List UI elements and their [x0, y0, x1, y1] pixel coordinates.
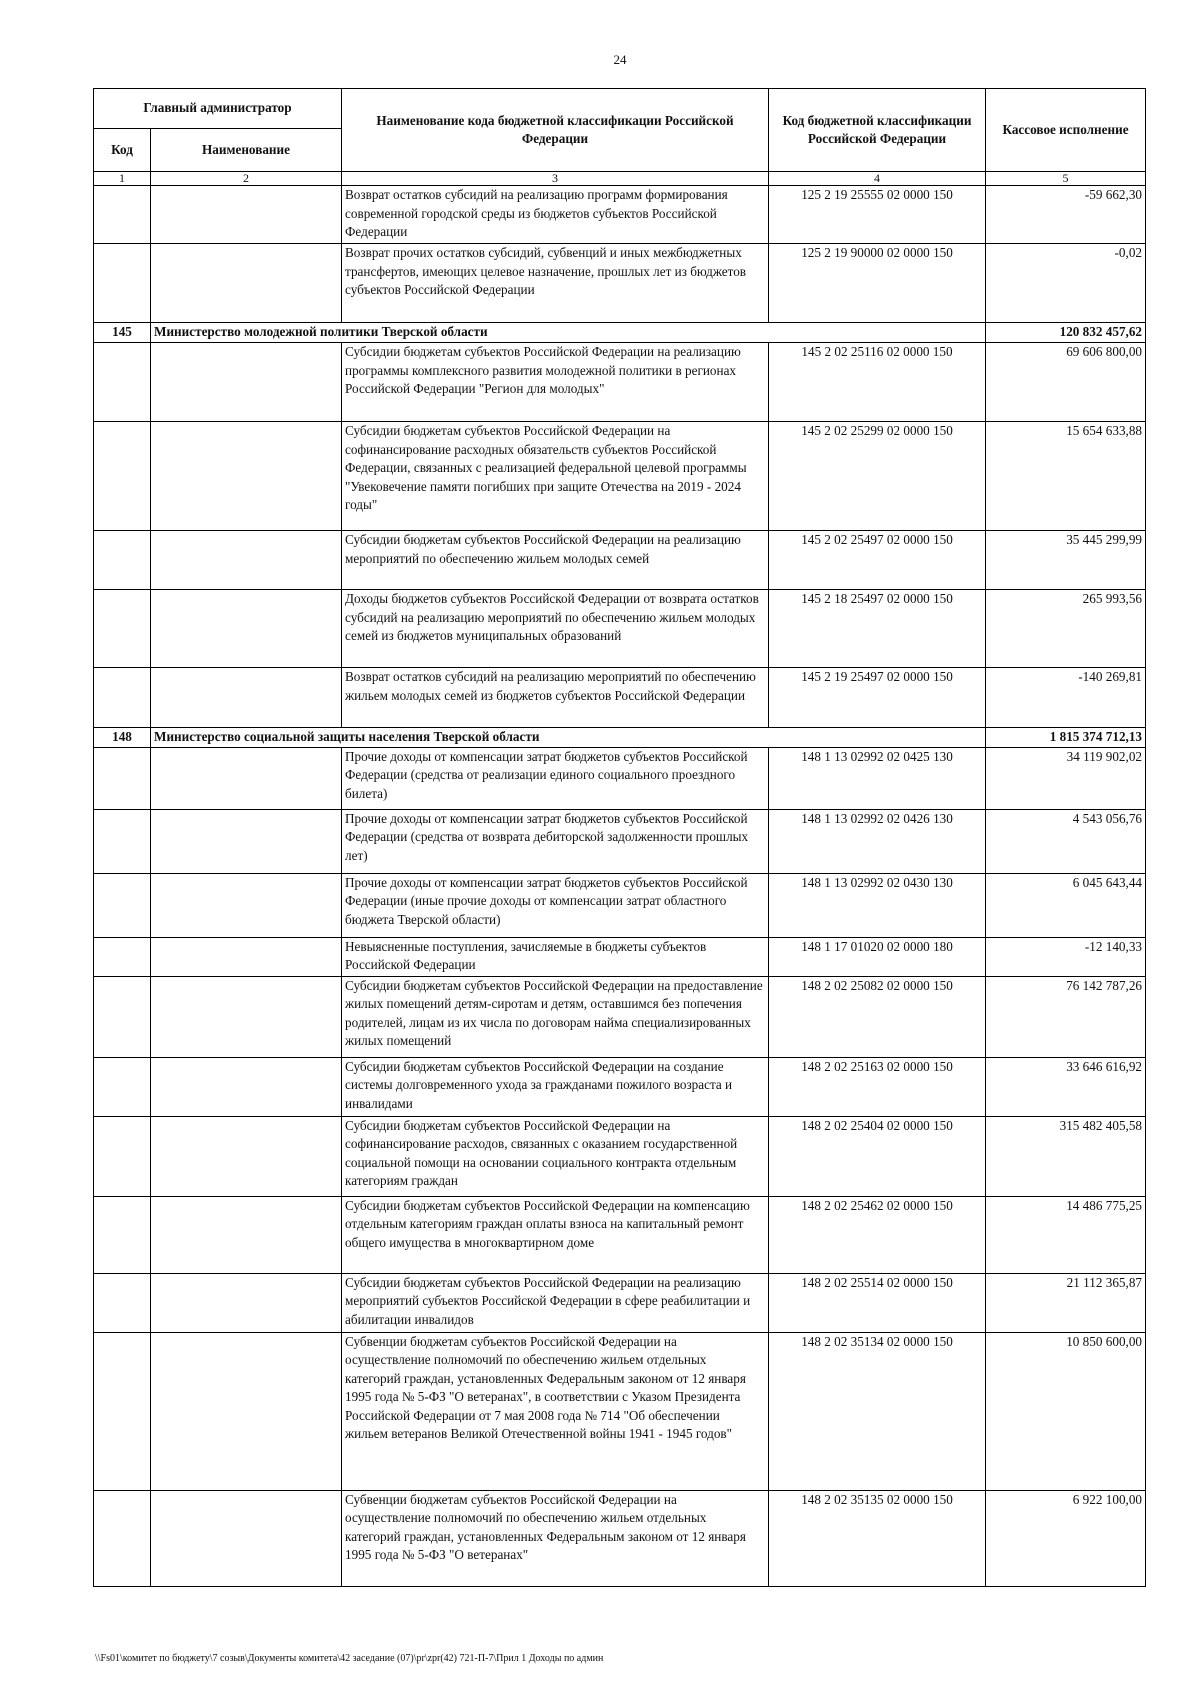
kbk-code-cell: 145 2 02 25299 02 0000 150 [769, 422, 986, 531]
table-row [94, 1196, 1146, 1273]
kbk-code-cell: 148 2 02 25462 02 0000 150 [769, 1196, 986, 1273]
amount-cell: 34 119 902,02 [986, 747, 1146, 809]
kbk-code-cell: 148 2 02 25514 02 0000 150 [769, 1273, 986, 1332]
table-row [94, 668, 1146, 728]
table-row [94, 590, 1146, 668]
amount-cell: -12 140,33 [986, 937, 1146, 976]
kbk-name-cell: Субсидии бюджетам субъектов Российской Федерации на предоставление жилых помещений детям-сиротам и детям, оставшимся без попечения родителей, лицам из их числа по договорам найма специализированных жилых помещений [342, 976, 769, 1057]
kbk-code-cell: 148 2 02 35134 02 0000 150 [769, 1332, 986, 1490]
amount-cell: 69 606 800,00 [986, 343, 1146, 422]
kbk-code-cell: 148 2 02 25404 02 0000 150 [769, 1116, 986, 1196]
revenue-table [93, 88, 1146, 1587]
kbk-name-cell: Субсидии бюджетам субъектов Российской Федерации на софинансирование расходов, связанных с оказанием государственной социальной помощи на основании социального контракта отдельным категориям граждан [342, 1116, 769, 1196]
column-number: 1 [94, 172, 151, 186]
amount-cell: 76 142 787,26 [986, 976, 1146, 1057]
admin-row [94, 323, 1146, 343]
amount-cell: 35 445 299,99 [986, 531, 1146, 590]
table-row [94, 1057, 1146, 1116]
column-number: 2 [151, 172, 342, 186]
admin-code-cell: 148 [94, 728, 151, 748]
kbk-code-cell: 148 1 13 02992 02 0425 130 [769, 747, 986, 809]
kbk-code-cell: 148 1 13 02992 02 0426 130 [769, 809, 986, 873]
header-chief-admin: Главный администратор [94, 89, 342, 129]
table-row [94, 1332, 1146, 1490]
amount-cell: 10 850 600,00 [986, 1332, 1146, 1490]
table-row [94, 1116, 1146, 1196]
amount-cell: 33 646 616,92 [986, 1057, 1146, 1116]
kbk-code-cell: 148 1 17 01020 02 0000 180 [769, 937, 986, 976]
kbk-name-cell: Субсидии бюджетам субъектов Российской Федерации на реализацию мероприятий по обеспечению жильем молодых семей [342, 531, 769, 590]
amount-cell: 15 654 633,88 [986, 422, 1146, 531]
table-row [94, 1490, 1146, 1586]
amount-cell: 6 045 643,44 [986, 873, 1146, 937]
amount-cell: 14 486 775,25 [986, 1196, 1146, 1273]
kbk-name-cell: Субсидии бюджетам субъектов Российской Федерации на реализацию программы комплексного развития молодежной политики в регионах Российской Федерации "Регион для молодых" [342, 343, 769, 422]
admin-name-cell: Министерство социальной защиты населения Тверской области [151, 728, 986, 748]
amount-cell: -0,02 [986, 244, 1146, 323]
amount-cell: 4 543 056,76 [986, 809, 1146, 873]
amount-cell: 21 112 365,87 [986, 1273, 1146, 1332]
column-number: 4 [769, 172, 986, 186]
table-row [94, 343, 1146, 422]
kbk-code-cell: 148 2 02 35135 02 0000 150 [769, 1490, 986, 1586]
header-kbk-name: Наименование кода бюджетной классификации Российской Федерации [342, 89, 769, 172]
admin-amount-cell: 1 815 374 712,13 [986, 728, 1146, 748]
kbk-name-cell: Субсидии бюджетам субъектов Российской Федерации на реализацию мероприятий субъектов Российской Федерации в сфере реабилитации и абилитации инвалидов [342, 1273, 769, 1332]
table-row [94, 422, 1146, 531]
admin-code-cell: 145 [94, 323, 151, 343]
kbk-name-cell: Субвенции бюджетам субъектов Российской Федерации на осуществление полномочий по обеспечению жильем отдельных категорий граждан, установленных Федеральным законом от 12 января 1995 года № 5-ФЗ "О ветеранах" [342, 1490, 769, 1586]
table-row [94, 873, 1146, 937]
kbk-code-cell: 148 2 02 25082 02 0000 150 [769, 976, 986, 1057]
table-row [94, 1273, 1146, 1332]
column-number: 3 [342, 172, 769, 186]
header-code: Код [94, 129, 151, 172]
kbk-name-cell: Прочие доходы от компенсации затрат бюджетов субъектов Российской Федерации (средства от реализации единого социального проездного билета) [342, 747, 769, 809]
kbk-name-cell: Субсидии бюджетам субъектов Российской Федерации на софинансирование расходных обязательств субъектов Российской Федерации, связанных с реализацией федеральной целевой программы "Увековечение памяти погибших при защите Отечества на 2019 - 2024 годы" [342, 422, 769, 531]
kbk-code-cell: 148 1 13 02992 02 0430 130 [769, 873, 986, 937]
kbk-name-cell: Возврат прочих остатков субсидий, субвенций и иных межбюджетных трансфертов, имеющих целевое назначение, прошлых лет из бюджетов субъектов Российской Федерации [342, 244, 769, 323]
amount-cell: 315 482 405,58 [986, 1116, 1146, 1196]
admin-row [94, 728, 1146, 748]
kbk-name-cell: Прочие доходы от компенсации затрат бюджетов субъектов Российской Федерации (средства от возврата дебиторской задолженности прошлых лет) [342, 809, 769, 873]
kbk-name-cell: Субсидии бюджетам субъектов Российской Федерации на создание системы долговременного ухода за гражданами пожилого возраста и инвалидами [342, 1057, 769, 1116]
kbk-name-cell: Невыясненные поступления, зачисляемые в бюджеты субъектов Российской Федерации [342, 937, 769, 976]
amount-cell: -140 269,81 [986, 668, 1146, 728]
amount-cell: 265 993,56 [986, 590, 1146, 668]
table-row [94, 186, 1146, 244]
kbk-code-cell: 145 2 19 25497 02 0000 150 [769, 668, 986, 728]
kbk-code-cell: 125 2 19 90000 02 0000 150 [769, 244, 986, 323]
kbk-name-cell: Доходы бюджетов субъектов Российской Федерации от возврата остатков субсидий на реализацию мероприятий по обеспечению жильем молодых семей из бюджетов муниципальных образований [342, 590, 769, 668]
header-name: Наименование [151, 129, 342, 172]
page-number: 24 [613, 52, 627, 67]
file-path-footer: \\Fs01\комитет по бюджету\7 созыв\Документы комитета\42 заседание (07)\pr\zpr(42) 721-П-7\Прил 1 Доходы по админ [95, 1653, 604, 1664]
kbk-code-cell: 125 2 19 25555 02 0000 150 [769, 186, 986, 244]
header-execution: Кассовое исполнение [986, 89, 1146, 172]
admin-name-cell: Министерство молодежной политики Тверской области [151, 323, 986, 343]
column-number-row [94, 172, 1146, 186]
kbk-name-cell: Возврат остатков субсидий на реализацию программ формирования современной городской среды из бюджетов субъектов Российской Федерации [342, 186, 769, 244]
kbk-code-cell: 145 2 02 25116 02 0000 150 [769, 343, 986, 422]
amount-cell: -59 662,30 [986, 186, 1146, 244]
table-row [94, 809, 1146, 873]
header-kbk-code: Код бюджетной классификации Российской Федерации [769, 89, 986, 172]
kbk-name-cell: Субсидии бюджетам субъектов Российской Федерации на компенсацию отдельным категориям граждан оплаты взноса на капитальный ремонт общего имущества в многоквартирном доме [342, 1196, 769, 1273]
table-row [94, 531, 1146, 590]
kbk-name-cell: Прочие доходы от компенсации затрат бюджетов субъектов Российской Федерации (иные прочие доходы от компенсации затрат областного бюджета Тверской области) [342, 873, 769, 937]
kbk-code-cell: 145 2 18 25497 02 0000 150 [769, 590, 986, 668]
table-row [94, 747, 1146, 809]
table-row [94, 976, 1146, 1057]
kbk-name-cell: Субвенции бюджетам субъектов Российской Федерации на осуществление полномочий по обеспечению жильем отдельных категорий граждан, установленных Федеральным законом от 12 января 1995 года № 5-ФЗ "О ветеранах", в соответствии с Указом Президента Российской Федерации от 7 мая 2008 года № 714 "Об обеспечении жильем ветеранов Великой Отечественной войны 1941 - 1945 годов" [342, 1332, 769, 1490]
kbk-code-cell: 145 2 02 25497 02 0000 150 [769, 531, 986, 590]
column-number: 5 [986, 172, 1146, 186]
kbk-code-cell: 148 2 02 25163 02 0000 150 [769, 1057, 986, 1116]
table-row [94, 937, 1146, 976]
amount-cell: 6 922 100,00 [986, 1490, 1146, 1586]
admin-amount-cell: 120 832 457,62 [986, 323, 1146, 343]
table-row [94, 244, 1146, 323]
kbk-name-cell: Возврат остатков субсидий на реализацию мероприятий по обеспечению жильем молодых семей из бюджетов субъектов Российской Федерации [342, 668, 769, 728]
